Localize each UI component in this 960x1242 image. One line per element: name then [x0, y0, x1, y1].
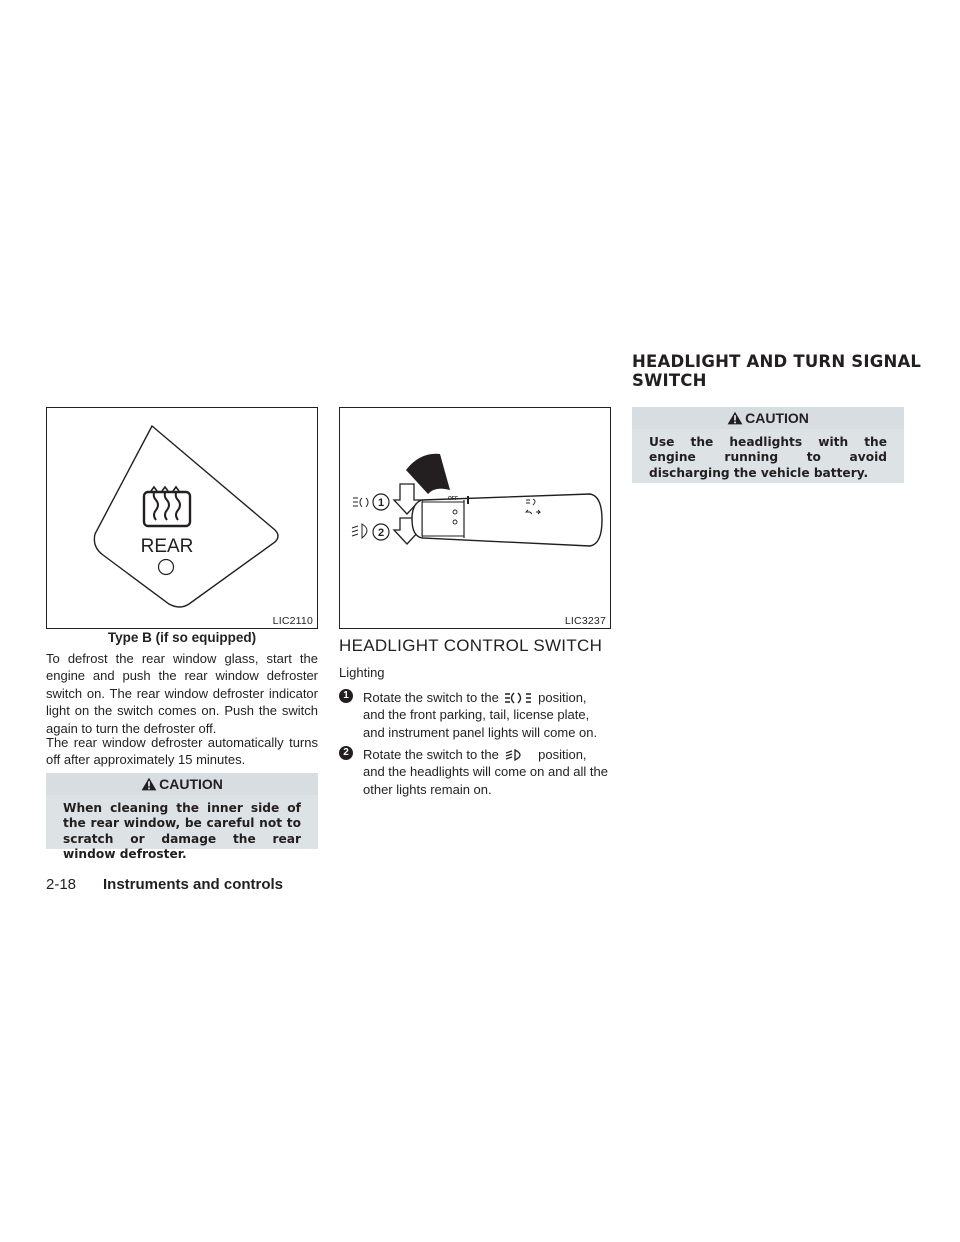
- caution-box-defroster: [46, 773, 318, 862]
- item2-text-post: position, and the headlights will come on and all the other lights remain on.: [363, 747, 608, 797]
- section-title: [632, 352, 922, 390]
- section-title-line2: SWITCH: [632, 371, 707, 390]
- rear-defroster-figure: [46, 407, 318, 629]
- item1-text-post: position, and the front parking, tail, license plate, and instrument panel lights will come on.: [363, 690, 598, 740]
- warning-icon: [141, 777, 157, 791]
- list-item: [339, 746, 611, 798]
- headlight-icon: [504, 748, 532, 762]
- figure-caption: Type B (if so equipped): [107, 630, 257, 645]
- item1-text-pre: Rotate the switch to the: [363, 690, 499, 705]
- step-number-1: 1: [339, 689, 353, 703]
- parking-light-icon: [504, 691, 532, 705]
- caution-title: CAUTION: [745, 410, 809, 426]
- defrost-paragraph-1: To defrost the rear window glass, start the engine and push the rear window defroster switch on. The rear window defroster indicator light on the switch comes on. Push the switch again to turn the defroster off.: [46, 651, 318, 736]
- off-label: OFF: [448, 496, 458, 502]
- figure-code: LIC2110: [272, 615, 313, 627]
- caution-header: [46, 773, 318, 795]
- caution-box-headlights: [632, 407, 904, 483]
- headlight-lever-illustration: [340, 408, 610, 628]
- headlight-switch-figure: [339, 407, 611, 629]
- headlight-control-heading: HEADLIGHT CONTROL SWITCH: [339, 636, 603, 655]
- position-label-1: 1: [377, 497, 385, 509]
- rear-defroster-switch-illustration: [47, 408, 317, 628]
- headlight-icon: [352, 524, 367, 538]
- section-title-line1: HEADLIGHT AND TURN SIGNAL: [632, 352, 922, 371]
- caution-text: When cleaning the inner side of the rear window, be careful not to scratch or damage the rear window defroster.: [63, 801, 301, 862]
- step-number-2: 2: [339, 746, 353, 760]
- page-number: 2-18: [46, 876, 77, 893]
- chapter-title: Instruments and controls: [103, 876, 284, 893]
- caution-header: [632, 407, 904, 429]
- defrost-paragraph-2: The rear window defroster automatically turns off after approximately 15 minutes.: [46, 735, 318, 768]
- item2-text-pre: Rotate the switch to the: [363, 747, 499, 762]
- figure-code: LIC3237: [564, 615, 606, 627]
- caution-title: CAUTION: [159, 776, 223, 792]
- parking-light-icon: [353, 498, 368, 507]
- caution-text: Use the headlights with the engine running to avoid discharging the vehicle battery.: [649, 435, 887, 480]
- lighting-label: Lighting: [339, 665, 385, 680]
- list-item: [339, 689, 611, 741]
- rear-button-label: REAR: [140, 536, 194, 557]
- position-label-2: 2: [377, 527, 385, 539]
- warning-icon: [727, 411, 743, 425]
